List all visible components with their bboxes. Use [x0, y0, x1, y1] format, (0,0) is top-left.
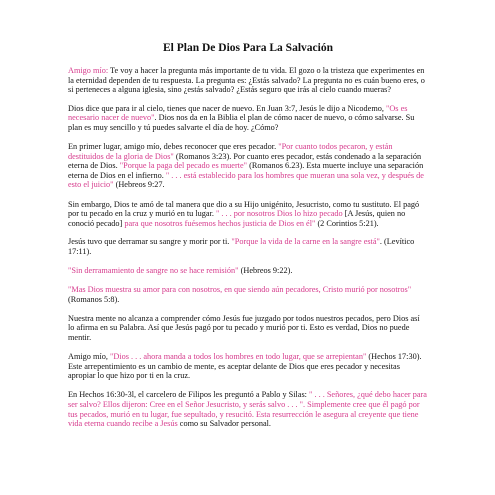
body-text: (Hebreos 9:22). [238, 266, 293, 275]
body-text: Dios dice que para ir al cielo, tienes que nacer de nuevo. En Juan 3:7, Jesús le dijo a Nicodemo, [68, 103, 386, 113]
body-text: . (Levítico 17:11). [68, 237, 415, 256]
scripture-quote: para que nosotros fuésemos hechos justicia de Dios en él" [124, 218, 316, 228]
paragraph-10 [68, 390, 428, 428]
body-text: (2 Corintios 5:21). [315, 218, 379, 228]
body-text: (Romanos 6.23). Esta muerte incluye una separación eterna de Dios en el infierno. [68, 161, 424, 180]
body-text: Amigo mío, [68, 352, 110, 362]
scripture-quote: "Porque la paga del pecado es muerte" [119, 161, 248, 171]
body-text: . Dios nos da en la Biblia el plan de cómo nacer de nuevo, o cómo salvarse. Su plan es muy sencillo y tú puedes salvarte el día de hoy. ¿Cómo? [68, 113, 415, 132]
scripture-quote: "Sin derramamiento de sangre no se hace remisión" [68, 266, 239, 275]
body-text: (Hechos 17:30). Este arrepentimiento es un cambio de mente, es aceptar delante de Dios que eres pecador y necesitas apropiar lo que hizo por ti en la cruz. [68, 352, 422, 381]
document-title: El Plan De Dios Para La Salvación [163, 42, 333, 54]
body-text: (Romanos 5:8). [68, 294, 120, 304]
body-text: (Romanos 3:23). Por cuanto eres pecador, estás condenado a la separación eterna de Dios. [68, 151, 422, 171]
body-text: Jesús tuvo que derramar su sangre y morir por ti. [68, 237, 232, 247]
scripture-quote: " . . . está establecido para los hombres que mueran una sola vez, y después de esto el juicio" [68, 170, 424, 190]
paragraph-9 [68, 352, 428, 381]
body-text: [A Jesús, quien no conoció pecado] [68, 209, 406, 228]
scripture-quote: " . . . por nosotros Dios lo hizo pecado [216, 209, 343, 219]
scripture-quote: Amigo mío: [68, 66, 109, 75]
document-body [68, 66, 428, 429]
body-text: (Hebreos 9:27. [113, 180, 165, 190]
paragraph-2 [68, 104, 428, 133]
scripture-quote: " . . . Señores, ¿qué debo hacer para ser salvo? Ellos dijeron: Cree en el Señor Jesucristo, y serás salvo . . . ". Simplemente cree que él pagó por tus pecados, murió en tu lugar, fue sepultado, y resucitó. Esta resurrección le asegura al creyente que tiene vida eterna cuando recibe a Jesús [68, 390, 427, 429]
document-page [68, 42, 428, 438]
body-text: Te voy a hacer la pregunta más importante de tu vida. El gozo o la tristeza que experimentes en la eternidad dependen de tu respuesta. La pregunta es: ¿Estás salvado? La pregunta no es cuán bueno eres, o si perteneces a alguna iglesia, sino ¿estás salvado? ¿Estás seguro que irás al cielo cuando mueras? [68, 66, 425, 95]
paragraph-5 [68, 237, 428, 256]
paragraph-7 [68, 285, 428, 304]
paragraph-6 [68, 266, 428, 276]
paragraph-8 [68, 314, 428, 343]
scripture-quote: "Dios . . . ahora manda a todos los hombres en todo lugar, que se arrepientan" [109, 352, 367, 362]
scripture-quote: "Os es necesario nacer de nuevo" [68, 103, 408, 123]
paragraph-1 [68, 66, 428, 95]
body-text: Nuestra mente no alcanza a comprender cómo Jesús fue juzgado por todos nuestros pecados, pero Dios así lo afirma en su Palabra. Así que Jesús pagó por tu pecado y murió por ti. Esto es verdad, Dios no puede mentir. [68, 313, 420, 342]
paragraph-4 [68, 200, 428, 229]
scripture-quote: "Por cuanto todos pecaron, y están destituidos de la gloria de Dios" [68, 142, 393, 161]
paragraph-3 [68, 142, 428, 190]
scripture-quote: "Porque la vida de la carne en la sangre está" [231, 237, 380, 247]
scripture-quote: "Mas Dios muestra su amor para con nosotros, en que siendo aún pecadores, Cristo murió por nosotros" [68, 285, 412, 295]
body-text: Sin embargo, Dios te amó de tal manera que dio a su Hijo unigénito, Jesucristo, como tu sustituto. El pagó por tu pecado en la cruz y murió en tu lugar. [68, 199, 420, 219]
body-text: En primer lugar, amigo mío, debes reconocer que eres pecador. [68, 142, 279, 152]
body-text: como su Salvador personal. [177, 419, 271, 429]
body-text: En Hechos 16:30-3l, el carcelero de Filipos les preguntó a Pablo y Silas: [68, 390, 310, 400]
